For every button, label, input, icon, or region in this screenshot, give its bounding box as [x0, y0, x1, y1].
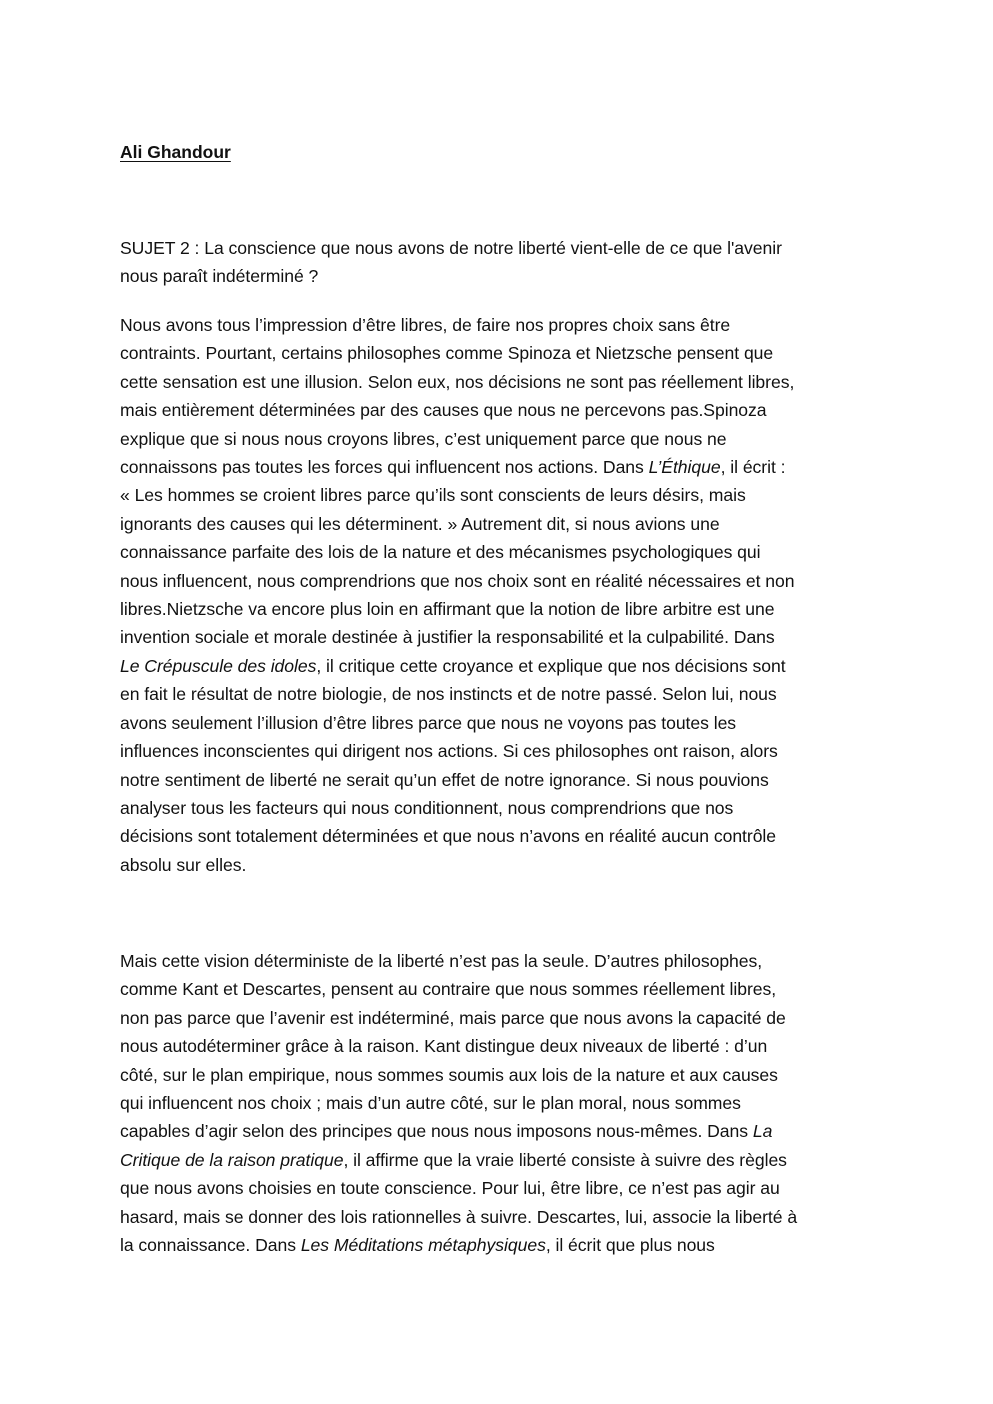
- subject-heading: [120, 234, 880, 291]
- text-segment: connaissons pas toutes les forces qui influencent nos actions. Dans: [120, 457, 649, 478]
- text-segment: capables d’agir selon des principes que nous nous imposons nous-mêmes. Dans: [120, 1121, 753, 1142]
- book-title-critique: Critique de la raison pratique: [120, 1149, 344, 1170]
- text-line: comme Kant et Descartes, pensent au contraire que nous sommes réellement libres,: [120, 979, 777, 1000]
- text-line: absolu sur elles.: [120, 854, 247, 875]
- book-title-critique-start: La: [752, 1121, 773, 1142]
- text-line: notre sentiment de liberté ne serait qu’un effet de notre ignorance. Si nous pouvions: [120, 769, 769, 790]
- text-line: côté, sur le plan empirique, nous sommes soumis aux lois de la nature et aux causes: [120, 1064, 778, 1085]
- text-line: [120, 453, 880, 481]
- text-line: décisions sont totalement déterminées et que nous n’avons en réalité aucun contrôle: [120, 826, 777, 847]
- text-line: connaissance parfaite des lois de la nature et des mécanismes psychologiques qui: [120, 542, 761, 563]
- text-segment: , il écrit :: [720, 457, 786, 478]
- author-name: Ali Ghandour: [120, 142, 231, 162]
- book-title-ethique: L’Éthique: [648, 457, 721, 478]
- paragraph-autonomy: [120, 947, 880, 1259]
- text-line: qui influencent nos choix ; mais d’un autre côté, sur le plan moral, nous sommes: [120, 1093, 741, 1114]
- text-line: influences inconscientes qui dirigent nos actions. Si ces philosophes ont raison, alors: [120, 741, 778, 762]
- text-line: [120, 1146, 880, 1174]
- text-line: cette sensation est une illusion. Selon eux, nos décisions ne sont pas réellement libres,: [120, 371, 795, 392]
- book-title-crepuscule: Le Crépuscule des idoles: [120, 655, 317, 676]
- text-segment: , il écrit que plus nous: [545, 1235, 715, 1256]
- text-line: nous autodéterminer grâce à la raison. Kant distingue deux niveaux de liberté : d’un: [120, 1036, 768, 1057]
- text-line: invention sociale et morale destinée à justifier la responsabilité et la culpabilité. Dans: [120, 627, 775, 648]
- subject-line: nous paraît indéterminé ?: [120, 266, 319, 287]
- quote-line: « Les hommes se croient libres parce qu’ils sont conscients de leurs désirs, mais: [120, 485, 746, 506]
- text-line: [120, 652, 880, 680]
- text-line: hasard, mais se donner des lois rationnelles à suivre. Descartes, lui, associe la liberté à: [120, 1206, 798, 1227]
- text-line: non pas parce que l’avenir est indéterminé, mais parce que nous avons la capacité de: [120, 1007, 786, 1028]
- text-line: [120, 1117, 880, 1145]
- subject-line: SUJET 2 : La conscience que nous avons de notre liberté vient-elle de ce que l'avenir: [120, 238, 782, 258]
- text-line: analyser tous les facteurs qui nous conditionnent, nous comprendrions que nos: [120, 797, 734, 818]
- text-line: avons seulement l’illusion d’être libres parce que nous ne voyons pas toutes les: [120, 712, 737, 733]
- text-line: explique que si nous nous croyons libres, c’est uniquement parce que nous ne: [120, 428, 727, 449]
- text-line: Mais cette vision déterministe de la liberté n’est pas la seule. D’autres philosophes,: [120, 951, 763, 971]
- text-segment: , il critique cette croyance et explique que nos décisions sont: [316, 655, 786, 676]
- text-line: mais entièrement déterminées par des causes que nous ne percevons pas.Spinoza: [120, 400, 767, 421]
- text-line: contraints. Pourtant, certains philosophes comme Spinoza et Nietzsche pensent que: [120, 343, 774, 364]
- text-line: Nous avons tous l’impression d’être libres, de faire nos propres choix sans être: [120, 315, 731, 335]
- text-line: ignorants des causes qui les déterminent. » Autrement dit, si nous avions une: [120, 513, 720, 534]
- paragraph-determinism: [120, 311, 880, 879]
- text-segment: la connaissance. Dans: [120, 1235, 301, 1256]
- text-line: nous influencent, nous comprendrions que nos choix sont en réalité nécessaires et non: [120, 570, 795, 591]
- book-title-meditations: Les Méditations métaphysiques: [300, 1235, 546, 1256]
- text-line: en fait le résultat de notre biologie, de nos instincts et de notre passé. Selon lui, nous: [120, 684, 777, 705]
- text-segment: , il affirme que la vraie liberté consiste à suivre des règles: [343, 1149, 787, 1170]
- text-line: [120, 1231, 880, 1259]
- text-line: libres.Nietzsche va encore plus loin en affirmant que la notion de libre arbitre est une: [120, 599, 775, 620]
- text-line: que nous avons choisies en toute conscience. Pour lui, être libre, ce n’est pas agir au: [120, 1178, 780, 1199]
